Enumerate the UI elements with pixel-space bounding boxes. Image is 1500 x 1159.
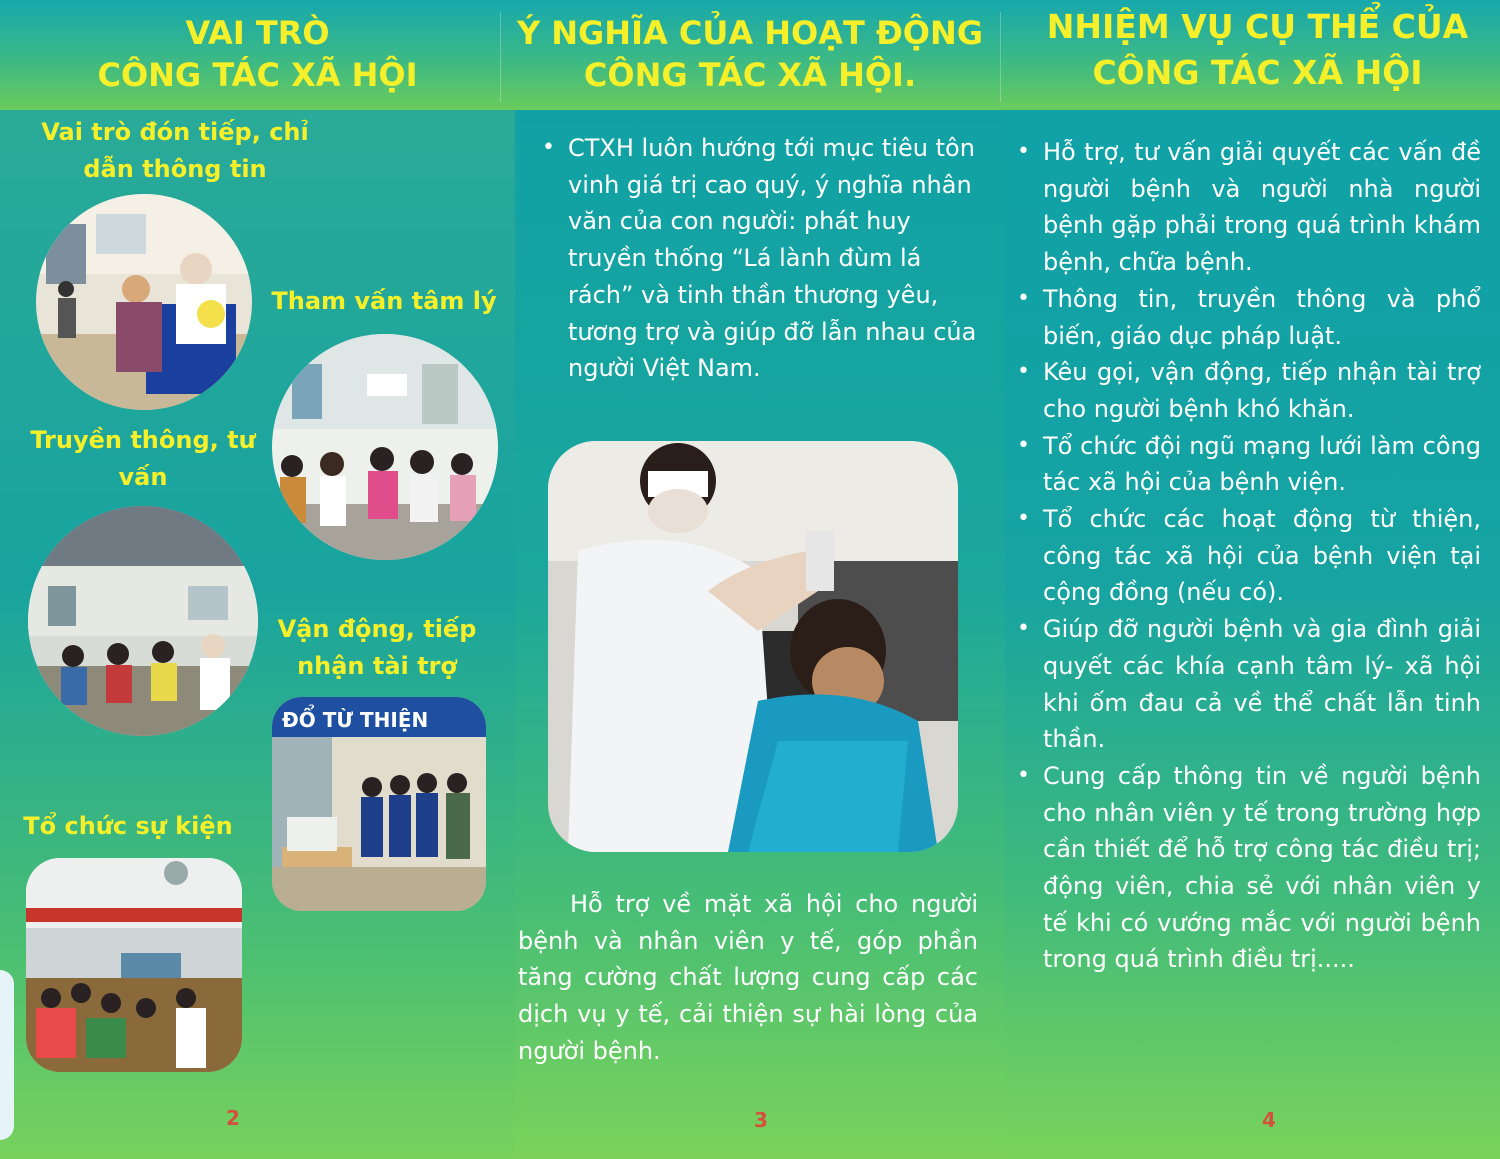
right-bullet-item: • Tổ chức đội ngũ mạng lưới làm công tác xã hội của bệnh viện.: [1015, 428, 1481, 501]
label-sponsorship: Vận động, tiếp nhận tài trợ: [277, 615, 477, 680]
photo-sponsorship: [272, 697, 486, 911]
middle-paragraph: Hỗ trợ về mặt xã hội cho người bệnh và nhân viên y tế, góp phần tăng cường chất lượng cung cấp các dịch vụ y tế, cải thiện sự hài lòng của người bệnh.: [518, 890, 978, 1065]
page-number-right: 4: [1262, 1108, 1276, 1132]
edge-decoration: [0, 970, 14, 1140]
right-bullet-item: • Thông tin, truyền thông và phổ biến, giáo dục pháp luật.: [1015, 281, 1481, 354]
label-welcome: Vai trò đón tiếp, chỉ dẫn thông tin: [41, 118, 309, 183]
label-communication: Truyền thông, tư vấn: [30, 426, 256, 491]
left-panel-title: VAI TRÒ CÔNG TÁC XÃ HỘI: [97, 14, 418, 94]
label-events: Tổ chức sự kiện: [23, 812, 233, 840]
right-bullet-item: • Tổ chức các hoạt động từ thiện, công tác xã hội của bệnh viện tại cộng đồng (nếu có).: [1015, 501, 1481, 611]
page-number-left: 2: [226, 1106, 240, 1130]
middle-panel-title: Ý NGHĨA CỦA HOẠT ĐỘNG CÔNG TÁC XÃ HỘI.: [516, 14, 984, 94]
right-bullet-item: • Kêu gọi, vận động, tiếp nhận tài trợ cho người bệnh khó khăn.: [1015, 354, 1481, 427]
page-number-middle: 3: [754, 1108, 768, 1132]
header-divider: [1000, 12, 1001, 102]
middle-bullet: [540, 130, 980, 387]
banner-text: ĐỔ TỪ THIỆN: [282, 708, 429, 732]
right-bullet-list: [1015, 134, 1481, 978]
right-panel-title: NHIỆM VỤ CỤ THỂ CỦA CÔNG TÁC XÃ HỘI: [1046, 7, 1469, 92]
photo-counseling: [272, 334, 498, 560]
right-bullet-item: • Giúp đỡ người bệnh và gia đình giải quyết các khía cạnh tâm lý- xã hội khi ốm đau cả về thể chất lẫn tinh thần.: [1015, 611, 1481, 758]
label-counseling: Tham vấn tâm lý: [271, 287, 497, 315]
photo-events: [26, 858, 242, 1072]
middle-bullet-text: CTXH luôn hướng tới mục tiêu tôn vinh giá trị cao quý, ý nghĩa nhân văn của con người: phát huy truyền thống “Lá lành đùm lá rách” và tinh thần thương yêu, tương trợ và giúp đỡ lẫn nhau của người Việt Nam.: [568, 134, 977, 383]
photo-haircut: [548, 441, 958, 852]
right-bullet-item: • Hỗ trợ, tư vấn giải quyết các vấn đề người bệnh và người nhà người bệnh gặp phải trong quá trình khám bệnh, chữa bệnh.: [1015, 134, 1481, 281]
photo-reception: [36, 194, 252, 410]
right-bullet-item: • Cung cấp thông tin về người bệnh cho nhân viên y tế trong trường hợp cần thiết để hỗ trợ công tác điều trị; động viên, chia sẻ với nhân viên y tế khi có vướng mắc với người bệnh trong quá trình điều trị.....: [1015, 758, 1481, 978]
photo-communication: [28, 506, 258, 736]
